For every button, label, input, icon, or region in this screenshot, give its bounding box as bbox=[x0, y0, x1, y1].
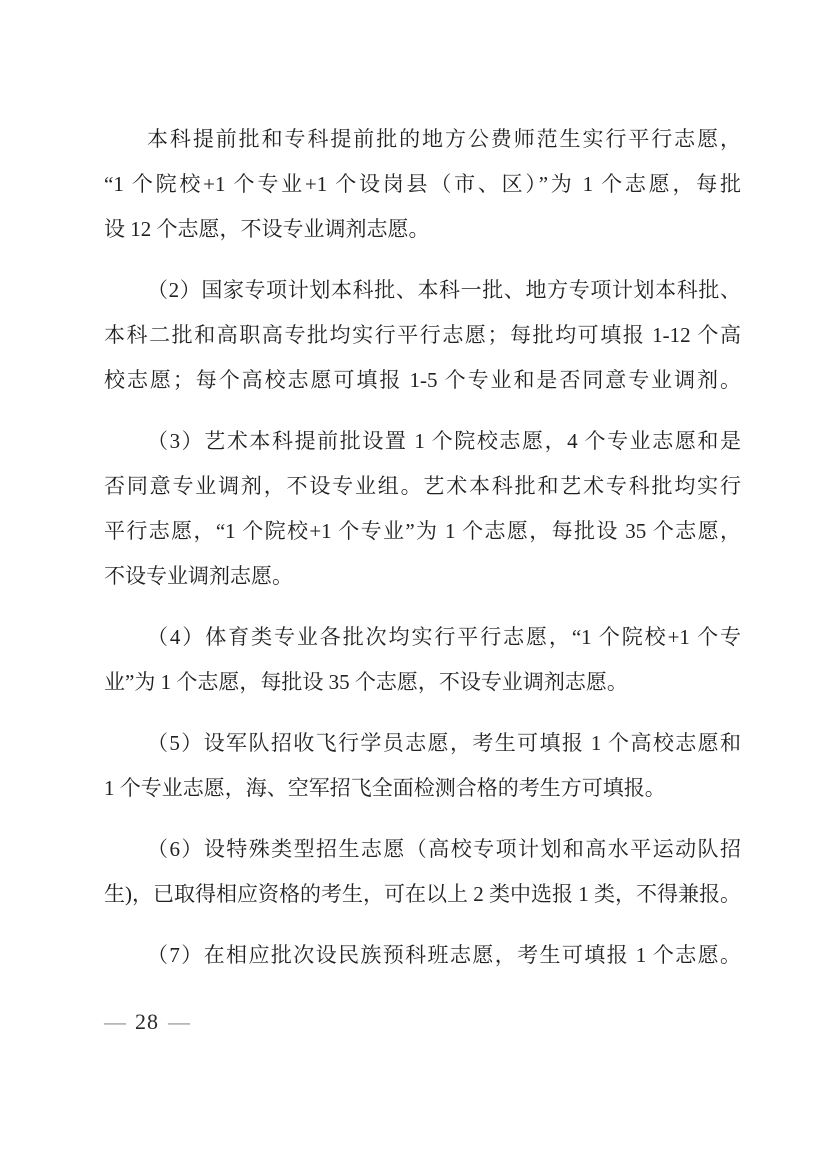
text-line: 1 个专业志愿，海、空军招飞全面检测合格的考生方可填报。 bbox=[104, 776, 666, 800]
text-line: 否同意专业调剂，不设专业组。艺术本科批和艺术专科批均实行 bbox=[104, 474, 741, 498]
text-line: （5）设军队招收飞行学员志愿，考生可填报 1 个高校志愿和 bbox=[147, 731, 741, 755]
text-line: “1 个院校+1 个专业+1 个设岗县（市、区）”为 1 个志愿，每批 bbox=[104, 172, 741, 196]
document-body bbox=[104, 117, 741, 994]
footer-right-dash: — bbox=[168, 1009, 190, 1034]
text-line: 平行志愿，“1 个院校+1 个专业”为 1 个志愿，每批设 35 个志愿， bbox=[104, 519, 741, 543]
text-line: 不设专业调剂志愿。 bbox=[104, 564, 293, 588]
footer-left-dash: — bbox=[104, 1009, 126, 1034]
text-line: 校志愿；每个高校志愿可填报 1-5 个专业和是否同意专业调剂。 bbox=[104, 368, 741, 392]
text-line: 生)，已取得相应资格的考生，可在以上 2 类中选报 1 类，不得兼报。 bbox=[104, 882, 741, 906]
text-line: （2）国家专项计划本科批、本科一批、地方专项计划本科批、 bbox=[147, 278, 741, 302]
text-line: （6）设特殊类型招生志愿（高校专项计划和高水平运动队招 bbox=[147, 837, 741, 861]
paragraph bbox=[104, 721, 741, 811]
text-line: 本科二批和高职高专批均实行平行志愿；每批均可填报 1-12 个高 bbox=[104, 323, 741, 347]
text-line: （7）在相应批次设民族预科班志愿，考生可填报 1 个志愿。 bbox=[147, 943, 741, 967]
text-line: 本科提前批和专科提前批的地方公费师范生实行平行志愿， bbox=[147, 127, 741, 151]
paragraph bbox=[104, 827, 741, 917]
paragraph bbox=[104, 933, 741, 978]
text-line: （3）艺术本科提前批设置 1 个院校志愿，4 个专业志愿和是 bbox=[147, 429, 741, 453]
text-line: （4）体育类专业各批次均实行平行志愿，“1 个院校+1 个专 bbox=[147, 625, 741, 649]
page-number: 28 bbox=[135, 1009, 159, 1034]
page-footer bbox=[104, 1008, 190, 1036]
paragraph bbox=[104, 268, 741, 403]
paragraph bbox=[104, 615, 741, 705]
paragraph bbox=[104, 117, 741, 252]
text-line: 业”为 1 个志愿，每批设 35 个志愿，不设专业调剂志愿。 bbox=[104, 670, 628, 694]
paragraph bbox=[104, 419, 741, 599]
text-line: 设 12 个志愿，不设专业调剂志愿。 bbox=[104, 217, 430, 241]
